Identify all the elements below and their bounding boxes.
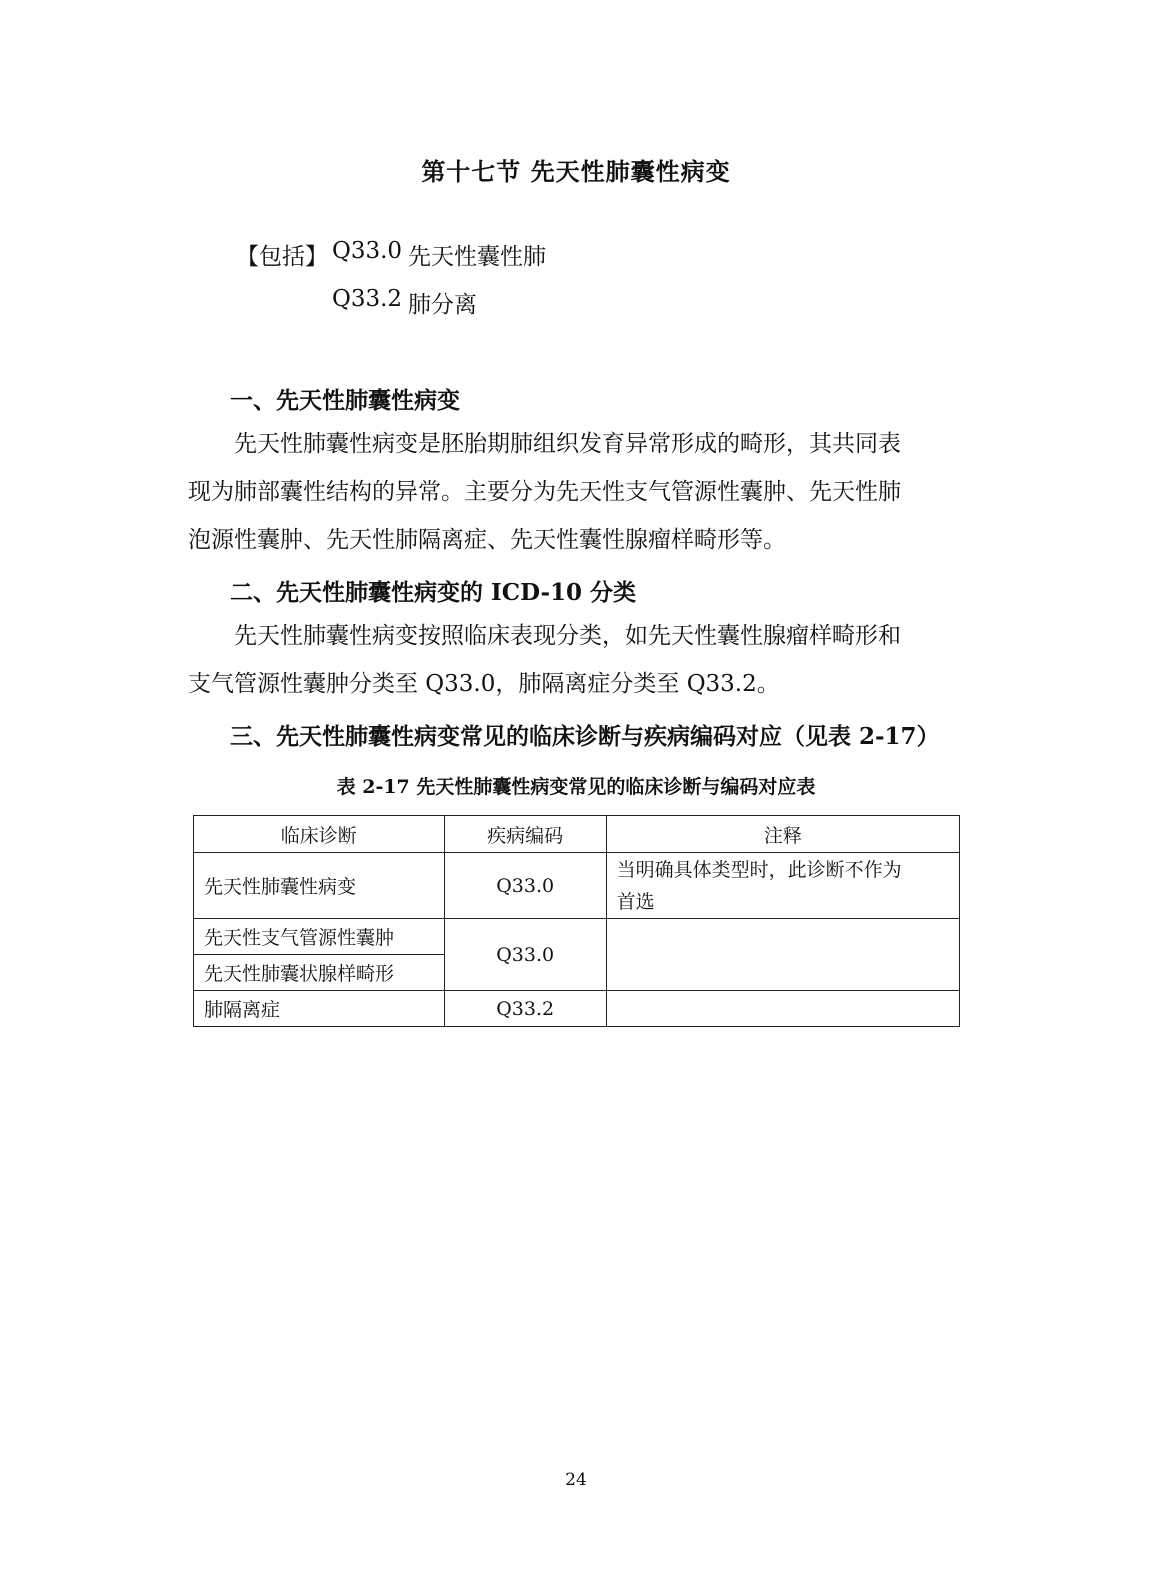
includes-name: 肺分离 bbox=[408, 292, 477, 318]
diagnosis-cell: 先天性支气管源性囊肿 bbox=[194, 919, 445, 955]
note-cell bbox=[606, 853, 959, 919]
paragraph bbox=[188, 612, 948, 708]
note-cell bbox=[606, 991, 959, 1027]
table-header-cell: 临床诊断 bbox=[194, 816, 445, 853]
code-cell: Q33.2 bbox=[444, 991, 606, 1027]
diagnosis-cell: 先天性肺囊性病变 bbox=[194, 853, 445, 919]
includes-name: 先天性囊性肺 bbox=[408, 244, 546, 270]
section-title: 第十七节 先天性肺囊性病变 bbox=[421, 157, 731, 186]
paragraph-line: 现为肺部囊性结构的异常。主要分为先天性支气管源性囊肿、先天性肺 bbox=[188, 479, 901, 505]
section-heading: 三、先天性肺囊性病变常见的临床诊断与疾病编码对应（见表 2-17） bbox=[230, 723, 940, 750]
table-row bbox=[194, 991, 960, 1027]
table-header-cell: 注释 bbox=[606, 816, 959, 853]
table-row bbox=[194, 919, 960, 955]
includes-code: Q33.2 bbox=[332, 286, 403, 312]
code-cell: Q33.0 bbox=[444, 919, 606, 991]
paragraph-line: 泡源性囊肿、先天性肺隔离症、先天性囊性腺瘤样畸形等。 bbox=[188, 527, 786, 553]
table-caption: 表 2-17 先天性肺囊性病变常见的临床诊断与编码对应表 bbox=[336, 776, 816, 798]
diagnosis-cell: 先天性肺囊状腺样畸形 bbox=[194, 955, 445, 991]
table-header-cell: 疾病编码 bbox=[444, 816, 606, 853]
section-heading: 二、先天性肺囊性病变的 ICD-10 分类 bbox=[230, 579, 637, 606]
note-line: 当明确具体类型时，此诊断不作为 bbox=[616, 858, 902, 881]
paragraph bbox=[188, 420, 948, 564]
includes-code: Q33.0 bbox=[332, 238, 403, 264]
paragraph-line: 先天性肺囊性病变是胚胎期肺组织发育异常形成的畸形，其共同表 bbox=[234, 431, 901, 457]
note-line: 首选 bbox=[616, 890, 655, 913]
code-cell: Q33.0 bbox=[444, 853, 606, 919]
paragraph-line: 支气管源性囊肿分类至 Q33.0，肺隔离症分类至 Q33.2。 bbox=[188, 671, 780, 697]
diagnosis-code-table bbox=[193, 815, 960, 1027]
section-heading: 一、先天性肺囊性病变 bbox=[230, 387, 460, 414]
includes-label: 【包括】 bbox=[236, 244, 328, 270]
table-header-row bbox=[194, 816, 960, 853]
table-row bbox=[194, 853, 960, 919]
diagnosis-cell: 肺隔离症 bbox=[194, 991, 445, 1027]
page-number: 24 bbox=[565, 1470, 587, 1490]
note-cell bbox=[606, 919, 959, 991]
paragraph-line: 先天性肺囊性病变按照临床表现分类，如先天性囊性腺瘤样畸形和 bbox=[234, 623, 901, 649]
